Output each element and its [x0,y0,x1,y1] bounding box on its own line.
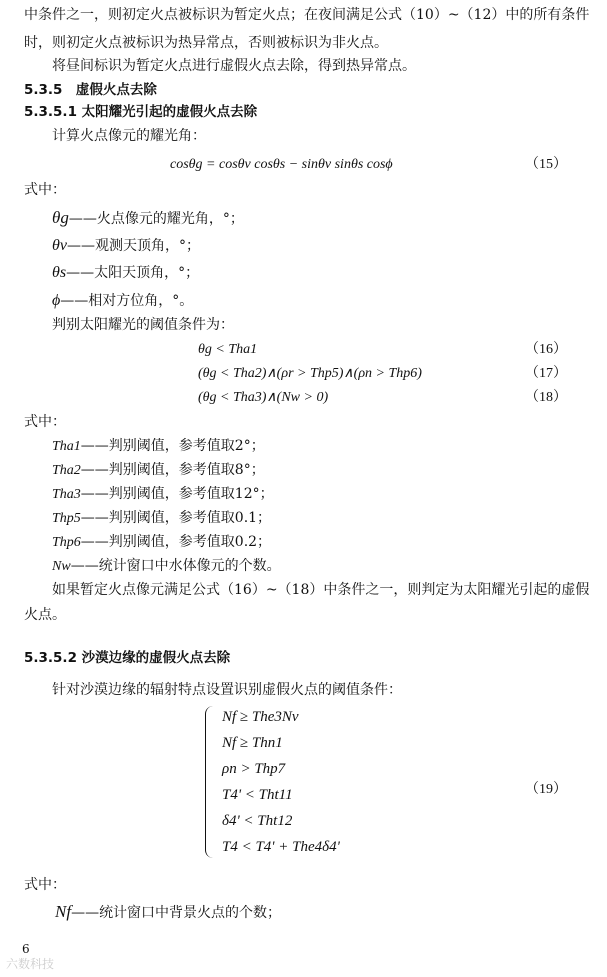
paragraph-line: 如果暂定火点像元满足公式（16）~（18）中条件之一，则判定为太阳耀光引起的虚假 [52,582,590,598]
equation-number: （15） [525,157,567,172]
where-label: 式中： [24,877,66,893]
equation-19-line: δ4' < Tht12 [222,813,293,829]
paragraph-line: 中条件之一，则初定火点被标识为暂定火点；在夜间满足公式（10）~（12）中的所有条件 [24,7,590,23]
equation-18: (θg < Tha3)∧(Nw > 0) [198,390,329,405]
paragraph-line: 将昼间标识为暂定火点进行虚假火点去除，得到热异常点。 [52,58,416,74]
paragraph-line: 火点。 [24,607,66,623]
paragraph-line: 时，则初定火点被标识为热异常点，否则被标识为非火点。 [24,35,388,51]
definition-item: θs——太阳天顶角，°； [52,264,200,281]
equation-number: （18） [525,390,567,405]
equation-number: （16） [525,342,567,357]
paragraph-line: 计算火点像元的耀光角： [52,128,206,144]
definition-item: Thp6——判别阈值，参考值取0.2； [52,534,272,550]
watermark: 六数科技 [6,957,55,971]
subsection-heading: 5.3.5.2 沙漠边缘的虚假火点去除 [24,650,231,666]
definition-item: θv——观测天顶角，°； [52,237,200,254]
definition-item: Nw——统计窗口中水体像元的个数。 [52,558,281,574]
subsection-heading: 5.3.5.1 太阳耀光引起的虚假火点去除 [24,104,258,120]
equation-19-line: ρn > Thp7 [222,761,286,777]
equation-19-line: Nf ≥ Thn1 [222,735,283,751]
section-heading: 5.3.5 虚假火点去除 [24,82,157,98]
paragraph-line: 针对沙漠边缘的辐射特点设置识别虚假火点的阈值条件： [52,682,402,698]
definition-item: Thp5——判别阈值，参考值取0.1； [52,510,272,526]
definition-item: Tha3——判别阈值，参考值取12°； [52,486,274,502]
paragraph-line: 判别太阳耀光的阈值条件为： [52,317,234,333]
definition-item: ϕ——相对方位角，°。 [52,292,194,309]
equation-16: θg < Tha1 [198,342,258,357]
equation-17: (θg < Tha2)∧(ρr > Thp5)∧(ρn > Thp6) [198,366,422,381]
definition-item: Nf——统计窗口中背景火点的个数； [55,902,282,921]
definition-item: Tha1——判别阈值，参考值取2°； [52,438,265,454]
page-number: 6 [22,942,30,956]
equation-19-line: Nf ≥ The3Nv [222,709,299,725]
equation-number: （19） [525,782,567,797]
equation-brace [205,706,216,858]
equation-19-line: T4' < Tht11 [222,787,293,803]
definition-item: θg——火点像元的耀光角，°； [52,208,244,227]
equation-15: cosθg = cosθv cosθs − sinθv sinθs cosϕ [170,157,393,172]
where-label: 式中： [24,182,66,198]
definition-item: Tha2——判别阈值，参考值取8°； [52,462,265,478]
where-label: 式中： [24,414,66,430]
equation-19-line: T4 < T4' + The4δ4' [222,839,340,855]
equation-number: （17） [525,366,567,381]
